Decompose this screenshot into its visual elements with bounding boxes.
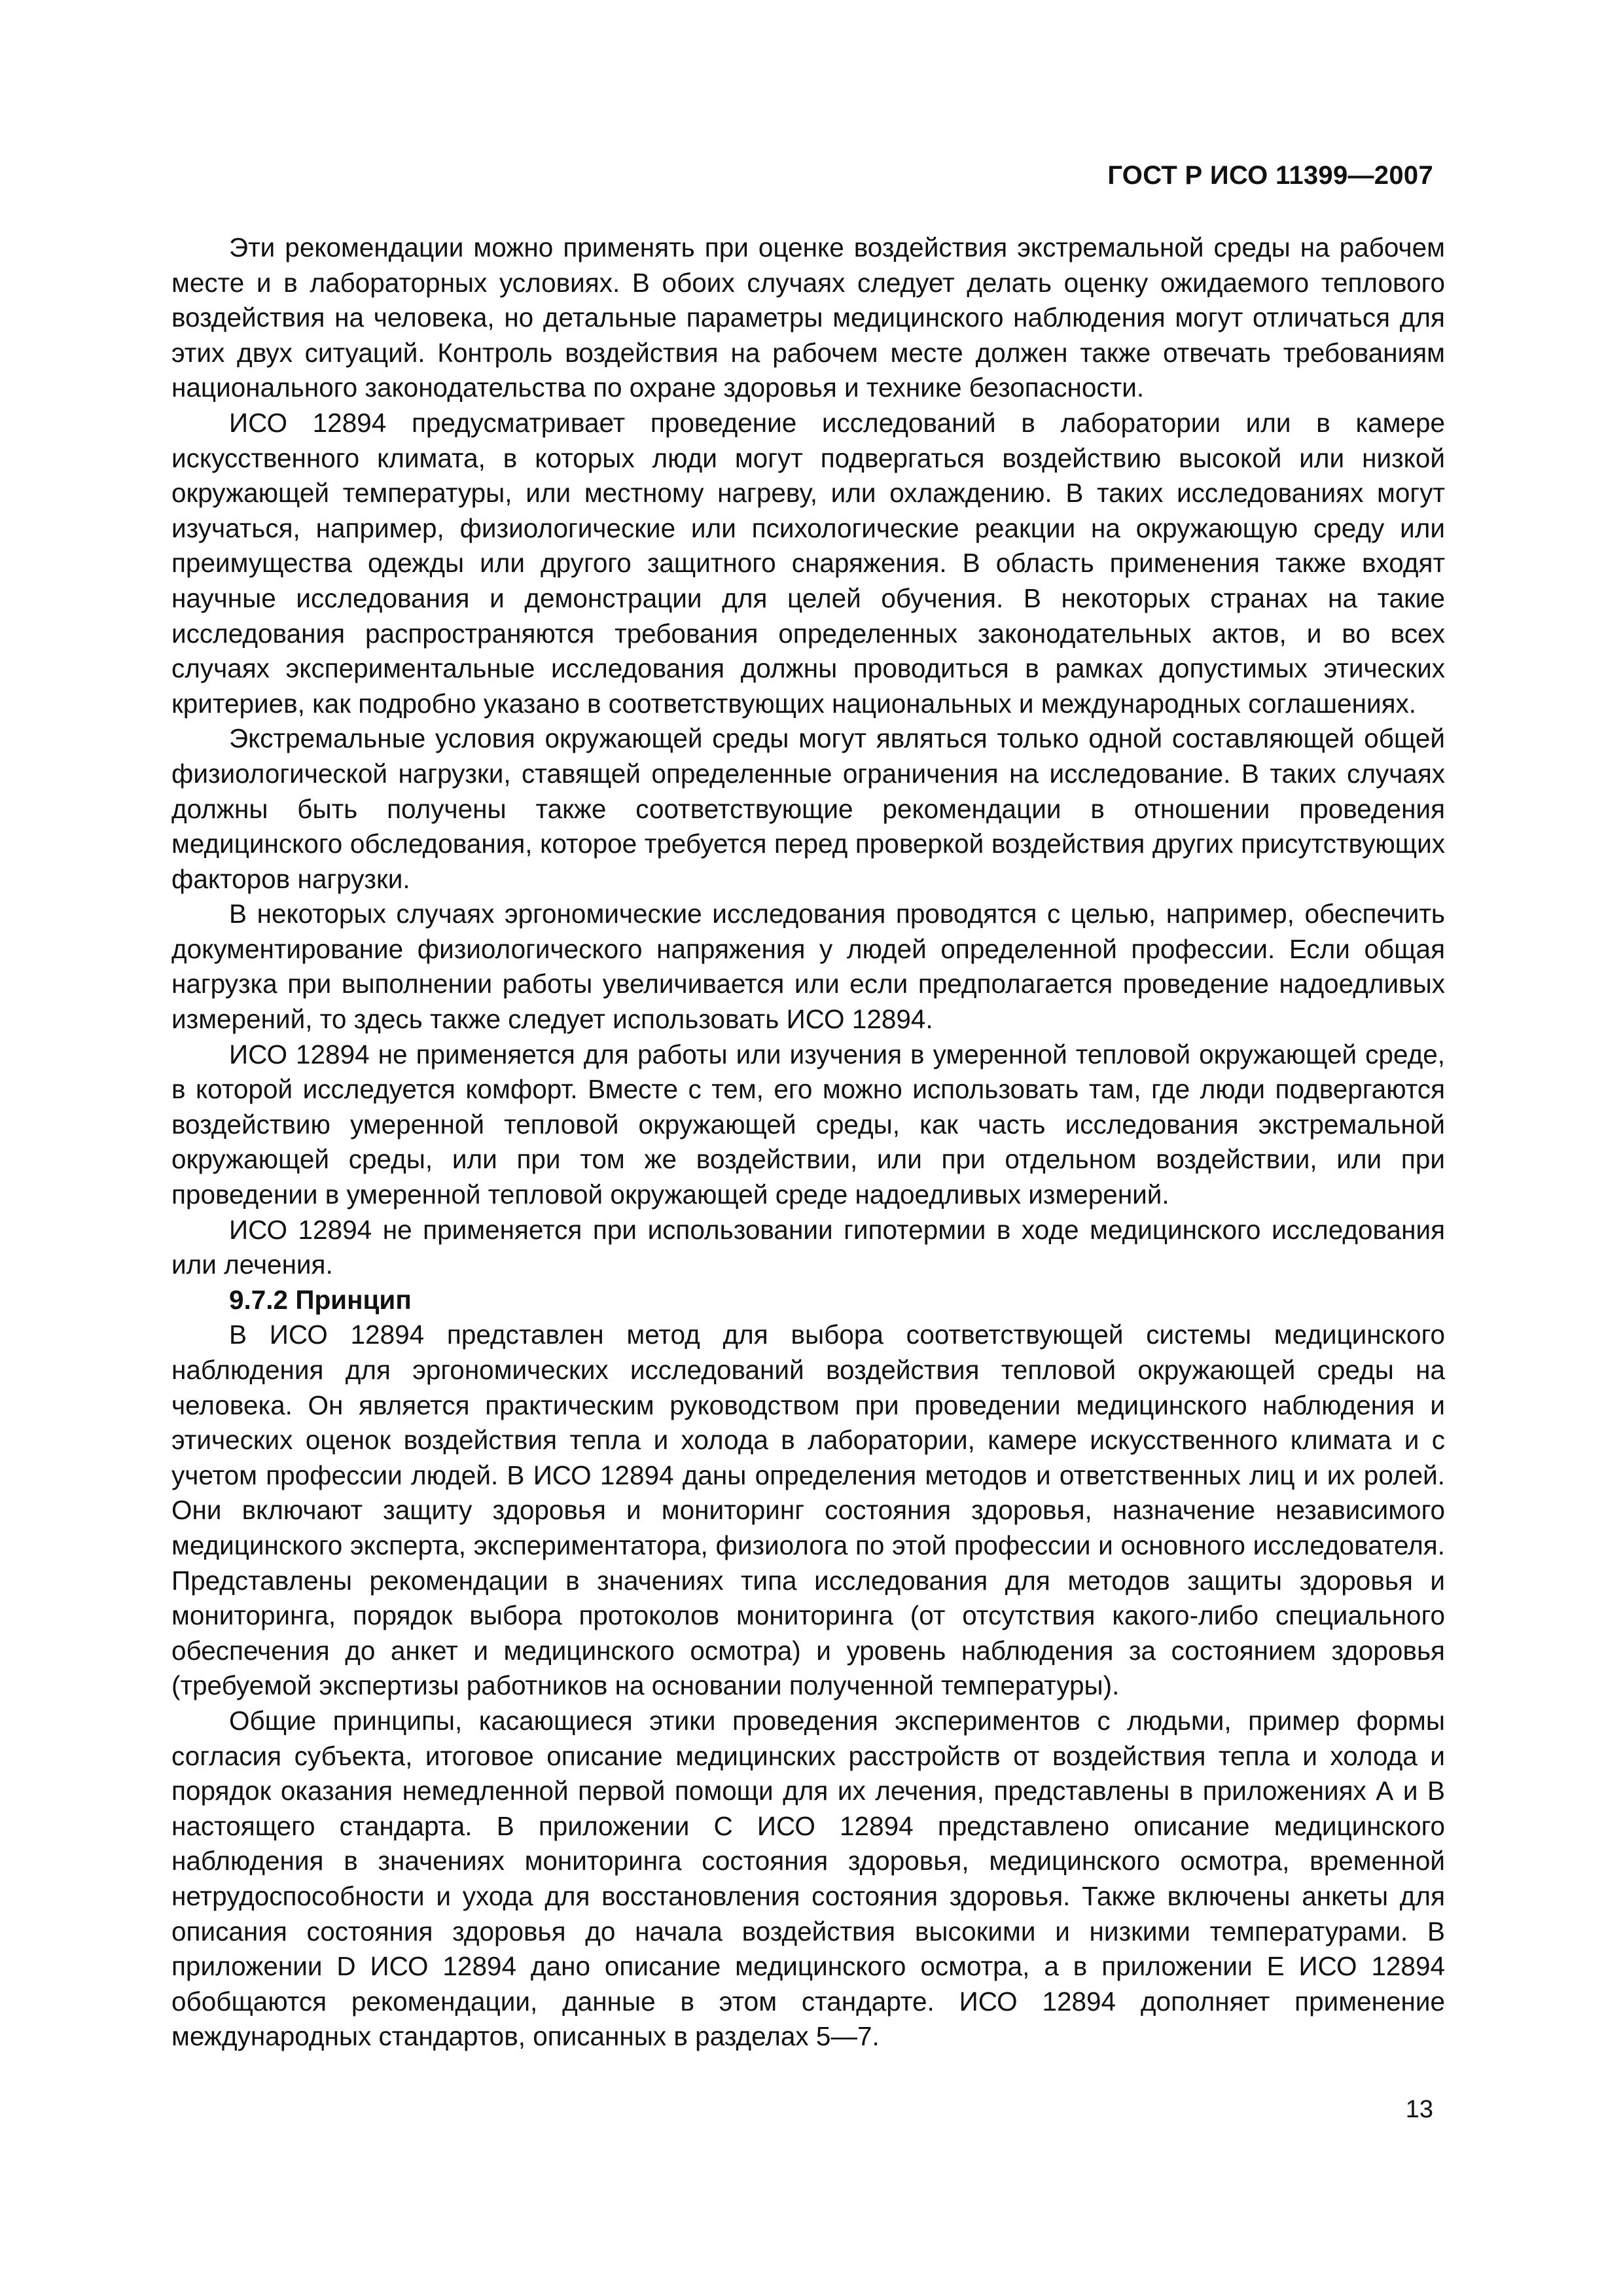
paragraph: ИСО 12894 не применяется для работы или изучения в умеренной тепловой окружающей среде, в которой исследуется комфорт. Вместе с тем, его можно использовать там, где люди подвергаются воздействию умеренной тепловой окружающей среды, как часть исследования экстремальной окружающей среды, или при том же воздействии, или при отдельном воздействии, или при проведении в умеренной тепловой окружающей среде надоедливых измерений.: [171, 1039, 1445, 1210]
section-heading: 9.7.2 Принцип: [229, 1284, 412, 1315]
paragraph: В ИСО 12894 представлен метод для выбора соответствующей системы медицинского наблюдения для эргономических исследований воздействия тепловой окружающей среды на человека. Он является практическим руководством при проведении медицинского наблюдения и этических оценок воздействия тепла и холода в лаборатории, камере искусственного климата и с учетом профессии людей. В ИСО 12894 даны определения методов и ответственных лиц и их ролей. Они включают защиту здоровья и мониторинг состояния здоровья, назначение независимого медицинского эксперта, экспериментатора, физиолога по этой профессии и основного исследователя. Представлены рекомендации в значениях типа исследования для методов защиты здоровья и мониторинга, порядок выбора протоколов мониторинга (от отсутствия какого-либо специального обеспечения до анкет и медицинского осмотра) и уровень наблюдения за состоянием здоровья (требуемой экспертизы работников на основании полученной температуры).: [171, 1319, 1445, 1701]
paragraph: ИСО 12894 не применяется при использовании гипотермии в ходе медицинского исследования или лечения.: [171, 1214, 1445, 1280]
paragraph: Эти рекомендации можно применять при оценке воздействия экстремальной среды на рабочем месте и в лабораторных условиях. В обоих случаях следует делать оценку ожидаемого теплового воздействия на человека, но детальные параметры медицинского наблюдения могут отличаться для этих двух ситуаций. Контроль воздействия на рабочем месте должен также отвечать требованиям национального законодательства по охране здоровья и технике безопасности.: [171, 232, 1445, 403]
body-text: [171, 230, 1445, 2054]
paragraph: Общие принципы, касающиеся этики проведения экспериментов с людьми, пример формы согласия субъекта, итоговое описание медицинских расстройств от воздействия тепла и холода и порядок оказания немедленной первой помощи для их лечения, представлены в приложениях А и В настоящего стандарта. В приложении С ИСО 12894 представлено описание медицинского наблюдения в значениях мониторинга состояния здоровья, медицинского осмотра, временной нетрудоспособности и ухода для восстановления состояния здоровья. Также включены анкеты для описания состояния здоровья до начала воздействия высокими и низкими температурами. В приложении D ИСО 12894 дано описание медицинского осмотра, а в приложении Е ИСО 12894 обобщаются рекомендации, данные в этом стандарте. ИСО 12894 дополняет применение международных стандартов, описанных в разделах 5—7.: [171, 1705, 1445, 2052]
paragraph: Экстремальные условия окружающей среды могут являться только одной составляющей общей физиологической нагрузки, ставящей определенные ограничения на исследование. В таких случаях должны быть получены также соответствующие рекомендации в отношении проведения медицинского обследования, которое требуется перед проверкой воздействия других присутствующих факторов нагрузки.: [171, 723, 1445, 894]
paragraph: В некоторых случаях эргономические исследования проводятся с целью, например, обеспечить документирование физиологического напряжения у людей определенной профессии. Если общая нагрузка при выполнении работы увеличивается или если предполагается проведение надоедливых измерений, то здесь также следует использовать ИСО 12894.: [171, 899, 1445, 1035]
paragraph: ИСО 12894 предусматривает проведение исследований в лаборатории или в камере искусственного климата, в которых люди могут подвергаться воздействию высокой или низкой окружающей температуры, или местному нагреву, или охлаждению. В таких исследованиях могут изучаться, например, физиологические или психологические реакции на окружающую среду или преимущества одежды или другого защитного снаряжения. В область применения также входят научные исследования и демонстрации для целей обучения. В некоторых странах на такие исследования распространяются требования определенных законодательных актов, и во всех случаях экспериментальные исследования должны проводиться в рамках допустимых этических критериев, как подробно указано в соответствующих национальных и международных соглашениях.: [171, 407, 1445, 719]
standard-code-header: ГОСТ Р ИСО 11399—2007: [1107, 161, 1433, 190]
page-number: 13: [1405, 2096, 1433, 2123]
